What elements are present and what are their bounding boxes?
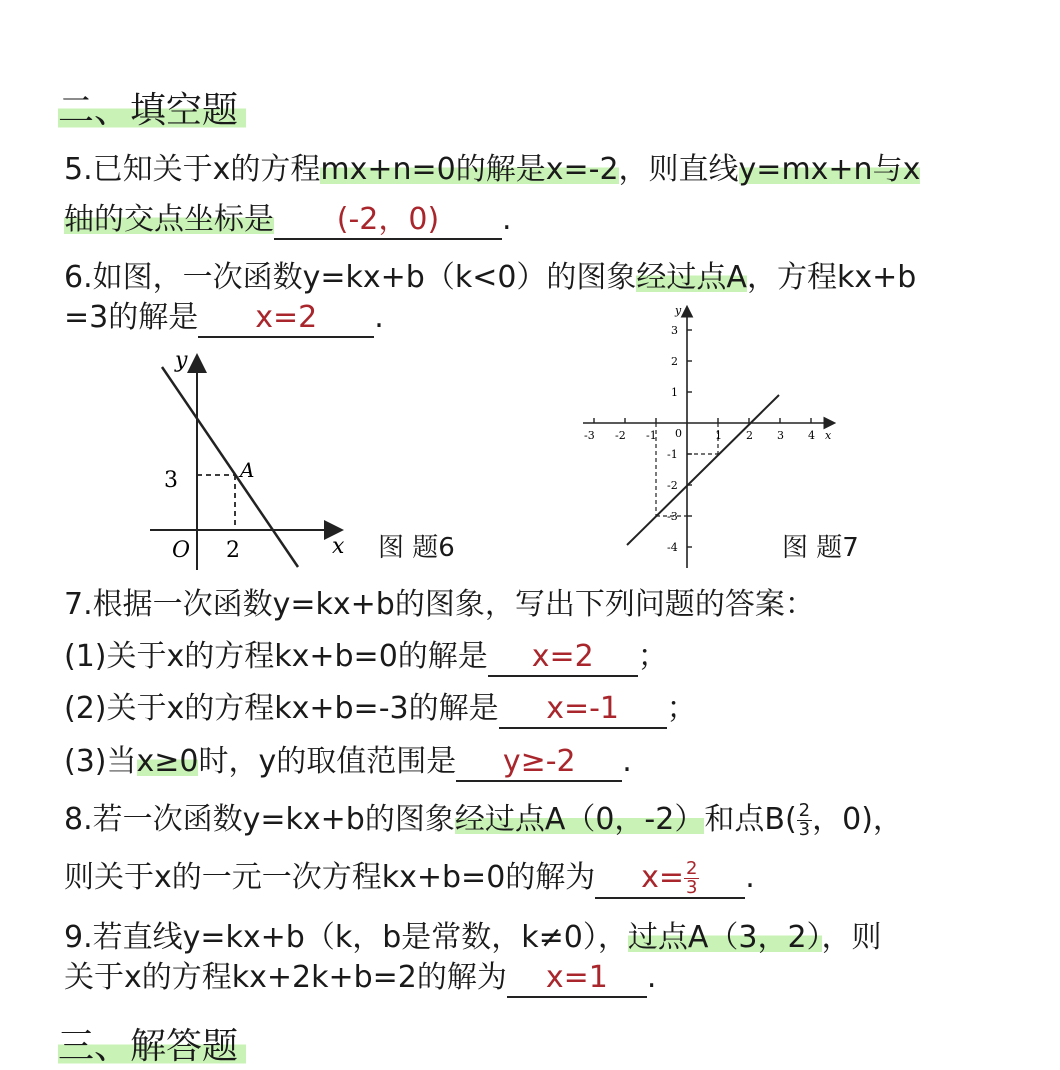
fig6-line bbox=[162, 367, 298, 567]
question-7-part-2: (2)关于x的方程kx+b=-3的解是 x=-1 ； bbox=[64, 689, 697, 729]
fig7-y-tick-label: 2 bbox=[671, 355, 678, 368]
question-5-line-1: 5.已知关于x的方程mx+n=0的解是x=-2，则直线y=mx+n与x bbox=[64, 152, 921, 187]
fig7-y-tick-label: -2 bbox=[667, 479, 678, 492]
fraction-two-thirds: $\frac{2}{3}$ bbox=[798, 800, 811, 840]
fig7-x-tick-label: -1 bbox=[646, 429, 657, 442]
fig7-y-tick-label: -3 bbox=[667, 510, 678, 523]
answer-blank-q8: x= $\frac{2}{3}$ bbox=[595, 860, 745, 899]
answer-fraction: $\frac{2}{3}$ bbox=[686, 858, 698, 898]
question-8-line-2: 则关于x的一元一次方程kx+b=0的解为 x= $\frac{2}{3}$ . bbox=[64, 858, 755, 898]
fig7-line bbox=[627, 395, 779, 545]
fig7-y-tick-label: -4 bbox=[667, 541, 678, 554]
answer-blank-q7-2: x=-1 bbox=[499, 691, 667, 729]
answer-blank-q6: x=2 bbox=[198, 300, 374, 338]
question-6-line-2: =3的解是 x=2 . bbox=[64, 298, 384, 338]
fig7-y-tick-label: -1 bbox=[667, 448, 678, 461]
fig7-x-tick-label: -2 bbox=[615, 429, 626, 442]
figure-6-caption: 图 题6 bbox=[378, 533, 455, 563]
fig6-x-label: x bbox=[332, 534, 345, 559]
figure-7-caption: 图 题7 bbox=[782, 533, 859, 563]
fig6-origin-label: O bbox=[172, 538, 191, 563]
fig7-origin-label: 0 bbox=[675, 427, 682, 440]
question-7-line-0: 7.根据一次函数y=kx+b的图象，写出下列问题的答案： bbox=[64, 587, 815, 622]
question-8-line-1: 8.若一次函数y=kx+b的图象经过点A（0，-2）和点B( $\frac{2}{3}$ ，0)， bbox=[64, 800, 903, 840]
answer-blank-q7-1: x=2 bbox=[488, 639, 638, 677]
question-5-line-2: 轴的交点坐标是 (-2，0) . bbox=[64, 200, 512, 240]
section-title-solutions: 三、解答题 bbox=[58, 1024, 246, 1070]
answer-blank-q7-3: y≥-2 bbox=[456, 744, 622, 782]
fig7-y-label: y bbox=[675, 304, 682, 317]
section-title-fill-in: 二、填空题 bbox=[58, 88, 246, 134]
question-9-line-2: 关于x的方程kx+2k+b=2的解为 x=1 . bbox=[64, 958, 656, 998]
fig7-x-tick-label: -3 bbox=[584, 429, 595, 442]
question-6-line-1: 6.如图，一次函数y=kx+b（k<0）的图象经过点A，方程kx+b bbox=[64, 260, 917, 295]
fig7-x-tick-label: 1 bbox=[715, 429, 722, 442]
figure-7-graph bbox=[575, 300, 845, 572]
fig7-x-tick-label: 4 bbox=[808, 429, 815, 442]
answer-blank-q5: (-2，0) bbox=[274, 202, 502, 240]
fig6-y-label: y bbox=[175, 348, 188, 373]
question-7-part-1: (1)关于x的方程kx+b=0的解是 x=2 ； bbox=[64, 637, 668, 677]
fig7-x-tick-label: 2 bbox=[746, 429, 753, 442]
question-7-part-3: (3)当x≥0时，y的取值范围是 y≥-2 . bbox=[64, 742, 632, 782]
question-9-line-1: 9.若直线y=kx+b（k，b是常数，k≠0），过点A（3，2），则 bbox=[64, 920, 882, 955]
fig7-y-tick-label: 3 bbox=[671, 324, 678, 337]
fig6-x-tick: 2 bbox=[226, 538, 240, 563]
answer-blank-q9: x=1 bbox=[507, 960, 647, 998]
figure-6-graph bbox=[140, 345, 370, 575]
fig6-y-tick: 3 bbox=[164, 468, 178, 493]
fig6-point-label: A bbox=[240, 458, 255, 482]
fig7-x-label: x bbox=[825, 429, 832, 442]
fig7-y-tick-label: 1 bbox=[671, 386, 678, 399]
fig7-x-tick-label: 3 bbox=[777, 429, 784, 442]
